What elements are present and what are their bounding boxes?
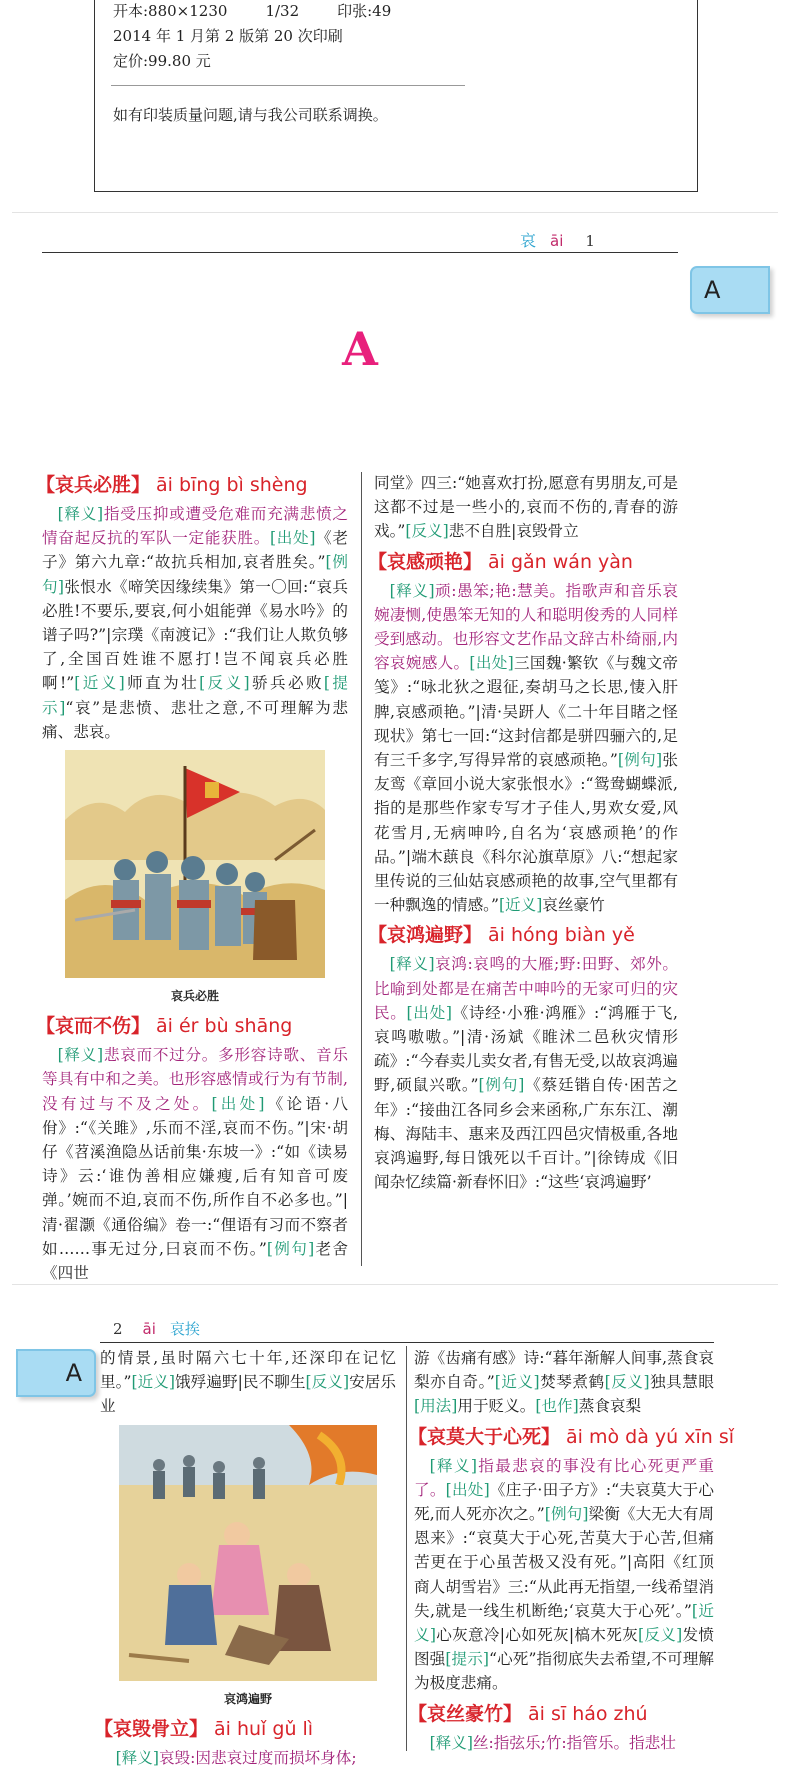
- page1-left-column: [36, 471, 348, 1285]
- illustration-aihongbianye: [100, 1425, 396, 1711]
- entry-aibingbisheng: [36, 471, 348, 500]
- entry-headword: 【哀毁骨立】: [94, 1717, 209, 1740]
- entry-pinyin: āi sī háo zhú: [528, 1702, 648, 1725]
- price: 定价:99.80 元: [113, 52, 211, 70]
- entry-headword: 【哀感顽艳】: [368, 550, 483, 573]
- entry-aiganwanyan: [368, 548, 678, 577]
- entry-aierbushang: [36, 1012, 348, 1041]
- entry-headword: 【哀莫大于心死】: [408, 1425, 561, 1448]
- page-separator: [12, 1284, 778, 1285]
- page1-header-pinyin: āi: [550, 232, 564, 250]
- page2-header-chars: 哀挨: [169, 1320, 200, 1338]
- quality-notice: 如有印装质量问题,请与我公司联系调换。: [113, 106, 388, 124]
- page1-header-chars: 哀: [520, 231, 537, 250]
- entry-body: [释义]哀毁:因悲哀过度而损坏身体;: [115, 1748, 357, 1767]
- format-label: 开本:880×1230: [113, 2, 228, 20]
- figure-caption: 哀兵必胜: [170, 989, 219, 1004]
- page1-letter-tab[interactable]: A: [690, 266, 770, 314]
- entry-headword: 【哀兵必胜】: [36, 474, 151, 496]
- page-separator: [12, 212, 778, 213]
- copyright-box: [94, 0, 698, 192]
- illustration-aibingbisheng: [42, 750, 348, 1008]
- page2-running-head: [113, 1318, 200, 1339]
- entry-pinyin: āi bīng bì shèng: [156, 474, 308, 496]
- page1-right-column: [368, 471, 679, 1194]
- page2-letter-tab[interactable]: A: [16, 1349, 96, 1397]
- entry-aihuiguli: [94, 1715, 396, 1744]
- entry-aimodayuxinsi: [408, 1423, 735, 1452]
- entry-body: [释义]顽:愚笨;艳:慧美。指歌声和音乐哀婉凄恻,使愚笨无知的人和聪明俊秀的人同样受到感动。也形容文艺作品文辞古朴绮丽,内容哀婉感人。[出处]三国魏·繁钦《与魏文帝笺》:“咏北狄之遐征,奏胡马之长思,悽入肝脾,哀感顽艳。”|清·吴趼人《二十年目睹之怪现状》第七一回:“这封信都是骈四骊六的,足有三千多字,写得异常的哀感顽艳。”[例句]张友鸾《章回小说大家张恨水》:“鸳鸯蝴蝶派,指的是那些作家专写才子佳人,男欢女爱,风花雪月,无病呻吟,自名为‘哀感顽艳’的作品。”|端木蕻良《科尔沁旗草原》八:“想起家里传说的三仙姑哀感顽艳的故事,空气里都有一种飘逸的情感。”[近义]哀丝豪竹: [374, 581, 679, 915]
- page2-header-rule: [100, 1342, 714, 1343]
- page1-header-rule: [42, 252, 678, 253]
- entry-body: [释义]哀鸿:哀鸣的大雁;野:田野、郊外。比喻到处都是在痛苦中呻吟的无家可归的灾民。[出处]《诗经·小雅·鸿雁》:“鸿雁于飞,哀鸣嗷嗷。”|清·汤斌《睢沭二邑秋灾情形疏》:“今春卖儿卖女者,有售无受,以故哀鸿遍野,硕鼠兴歌。”[例句]《蔡廷锴自传·困苦之年》:“接曲江各同乡会来函称,广东东江、潮梅、海陆丰、惠来及西江四邑灾情极重,各地哀鸿遍野,每日饿死以千百计。”|徐铸成《旧闻杂忆续篇·新春怀旧》:“这些‘哀鸿遍野’: [374, 955, 679, 1192]
- page2-right-column: [408, 1346, 735, 1755]
- page2-header-pinyin: āi: [142, 1320, 156, 1338]
- refugee-illustration-image: [119, 1425, 377, 1681]
- entry-body: [释义]指最悲哀的事没有比心死更严重了。[出处]《庄子·田子方》:“夫哀莫大于心死,而人死亦次之。”[例句]梁衡《大无大有周恩来》:“哀莫大于心死,苦莫大于心苦,但痛苦更在于心虽苦极又没有死。”|高阳《红顶商人胡雪岩》三:“从此再无指望,一线希望消失,就是一线生机断绝;‘哀莫大于心死’。”[近义]心灰意冷|心如死灰|槁木死灰[反义]发愤图强[提示]“心死”指彻底失去希望,不可理解为极度悲痛。: [414, 1456, 715, 1693]
- entry-headword: 【哀丝豪竹】: [408, 1702, 523, 1725]
- continued-text: 同堂》四三:“她喜欢打扮,愿意有男朋友,可是这都不过是一些小的,哀而不伤的,青春的游戏。”[反义]悲不自胜|哀毁骨立: [374, 474, 678, 541]
- page1-number: 1: [585, 232, 595, 250]
- entry-headword: 【哀鸿遍野】: [368, 924, 483, 947]
- entry-pinyin: āi huǐ gǔ lì: [214, 1717, 314, 1740]
- entry-headword: 【哀而不伤】: [36, 1015, 151, 1038]
- format-line: [113, 0, 429, 21]
- entry-body: [释义]丝:指弦乐;竹:指管乐。指悲壮: [429, 1733, 676, 1752]
- entry-pinyin: āi mò dà yú xīn sǐ: [566, 1425, 735, 1448]
- entry-body: [释义]悲哀而不过分。多形容诗歌、音乐等具有中和之美。也形容感情或行为有节制,没有过与不及之处。[出处]《论语·八佾》:“《关雎》,乐而不淫,哀而不伤。”|宋·胡仔《苕溪渔隐丛话前集·东坡一》:“如《读易诗》云:‘谁伪善相应嫌瘦,后有知音可废弹。’婉而不迫,哀而不伤,所作自不必多也。”|清·翟灏《通俗编》卷一:“俚语有习而不察者如……事无过分,曰哀而不伤。”[例句]老舍《四世: [42, 1046, 348, 1283]
- copyright-divider: [111, 85, 465, 86]
- page2-number: 2: [113, 1320, 123, 1338]
- continued-text: 游《齿痛有感》诗:“暮年渐解人间事,蒸食哀梨亦自奇。”[近义]焚琴煮鹤[反义]独具慧眼[用法]用于贬义。[也作]蒸食哀梨: [414, 1349, 714, 1416]
- sheets: 印张:49: [337, 2, 392, 20]
- entry-pinyin: āi hóng biàn yě: [488, 924, 635, 947]
- page2-left-column: [94, 1346, 396, 1770]
- entry-pinyin: āi ér bù shāng: [156, 1015, 293, 1038]
- page1-running-head: [520, 228, 595, 251]
- entry-aisihaozhu: [408, 1700, 714, 1729]
- format-fraction: 1/32: [265, 2, 300, 20]
- battle-illustration-image: [65, 750, 325, 978]
- continued-text: 的情景,虽时隔六七十年,还深印在记忆里。”[近义]饿殍遍野|民不聊生[反义]安居乐业: [100, 1349, 396, 1416]
- edition: 2014 年 1 月第 2 版第 20 次印刷: [113, 27, 343, 45]
- figure-caption: 哀鸿遍野: [223, 1691, 272, 1706]
- entry-body: [释义]指受压抑或遭受危难而充满悲愤之情奋起反抗的军队一定能获胜。[出处]《老子》第六九章:“故抗兵相加,哀者胜矣。”[例句]张恨水《啼笑因缘续集》第一〇回:“哀兵必胜!不要乐,要哀,何小姐能弹《易水吟》的谱子吗?”|宗璞《南渡记》:“我们让人欺负够了,全国百姓谁不愿打!岂不闻哀兵必胜啊!”[近义]师直为壮[反义]骄兵必败[提示]“哀”是悲愤、悲壮之意,不可理解为悲痛、悲哀。: [42, 505, 348, 741]
- entry-aihongbianye: [368, 921, 678, 950]
- entry-pinyin: āi gǎn wán yàn: [488, 550, 633, 573]
- page2-column-divider: [406, 1346, 407, 1751]
- page1-column-divider: [361, 472, 362, 1266]
- section-letter: A: [342, 322, 378, 376]
